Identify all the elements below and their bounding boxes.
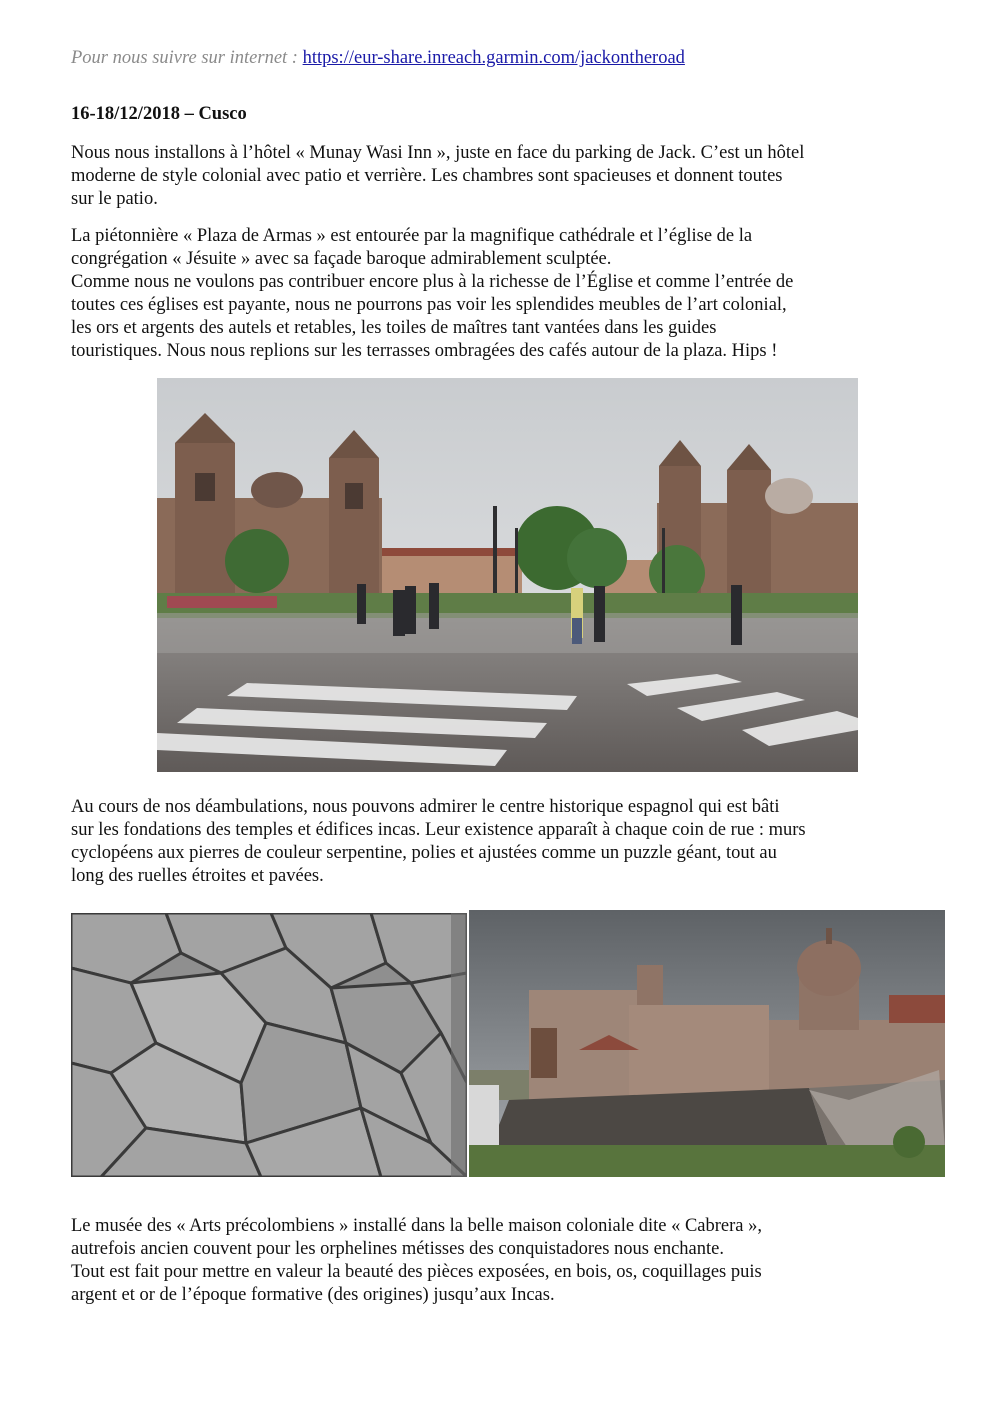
text-line: Le musée des « Arts précolombiens » installé dans la belle maison coloniale dite « Cabrera »,	[71, 1216, 762, 1236]
text-line: La piétonnière « Plaza de Armas » est entourée par la magnifique cathédrale et l’église de la	[71, 226, 753, 246]
plaza-de-armas-photo	[157, 378, 858, 772]
text-line: Nous nous installons à l’hôtel « Munay Wasi Inn », juste en face du parking de Jack. C’est un hôtel	[71, 143, 805, 163]
text-line: sur le patio.	[71, 189, 158, 209]
text-line: autrefois ancien couvent pour les orphelines métisses des conquistadores nous enchante.	[71, 1239, 724, 1259]
inca-wall-photo	[71, 913, 467, 1177]
follow-label: Pour nous suivre sur internet :	[71, 48, 298, 68]
text-line: Tout est fait pour mettre en valeur la beauté des pièces exposées, en bois, os, coquillages puis	[71, 1262, 762, 1282]
text-line: sur les fondations des temples et édifices incas. Leur existence apparaît à chaque coin de rue : murs	[71, 820, 806, 840]
paragraph-hotel	[71, 142, 951, 211]
section-title: 16-18/12/2018 – Cusco	[71, 104, 247, 124]
text-line: congrégation « Jésuite » avec sa façade baroque admirablement sculptée.	[71, 249, 612, 269]
paragraph-historic-center	[71, 796, 951, 888]
text-line: les ors et argents des autels et retables, les toiles de maîtres tant vantées dans les guides	[71, 318, 717, 338]
tracking-link[interactable]: https://eur-share.inreach.garmin.com/jackontheroad	[302, 48, 685, 68]
text-line: argent et or de l’époque formative (des origines) jusqu’aux Incas.	[71, 1285, 555, 1305]
follow-line	[71, 48, 685, 69]
paragraph-plaza	[71, 225, 951, 363]
text-line: Au cours de nos déambulations, nous pouvons admirer le centre historique espagnol qui est bâti	[71, 797, 780, 817]
text-line: cyclopéens aux pierres de couleur serpentine, polies et ajustées comme un puzzle géant, tout au	[71, 843, 777, 863]
text-line: long des ruelles étroites et pavées.	[71, 866, 324, 886]
text-line: toutes ces églises est payante, nous ne pourrons pas voir les splendides meubles de l’art colonial,	[71, 295, 787, 315]
text-line: moderne de style colonial avec patio et verrière. Les chambres sont spacieuses et donnent toutes	[71, 166, 783, 186]
text-line: Comme nous ne voulons pas contribuer encore plus à la richesse de l’Église et comme l’entrée de	[71, 272, 794, 292]
paragraph-museum	[71, 1215, 951, 1307]
coricancha-photo	[469, 910, 945, 1177]
text-line: touristiques. Nous nous replions sur les terrasses ombragées des cafés autour de la plaza. Hips !	[71, 341, 778, 361]
